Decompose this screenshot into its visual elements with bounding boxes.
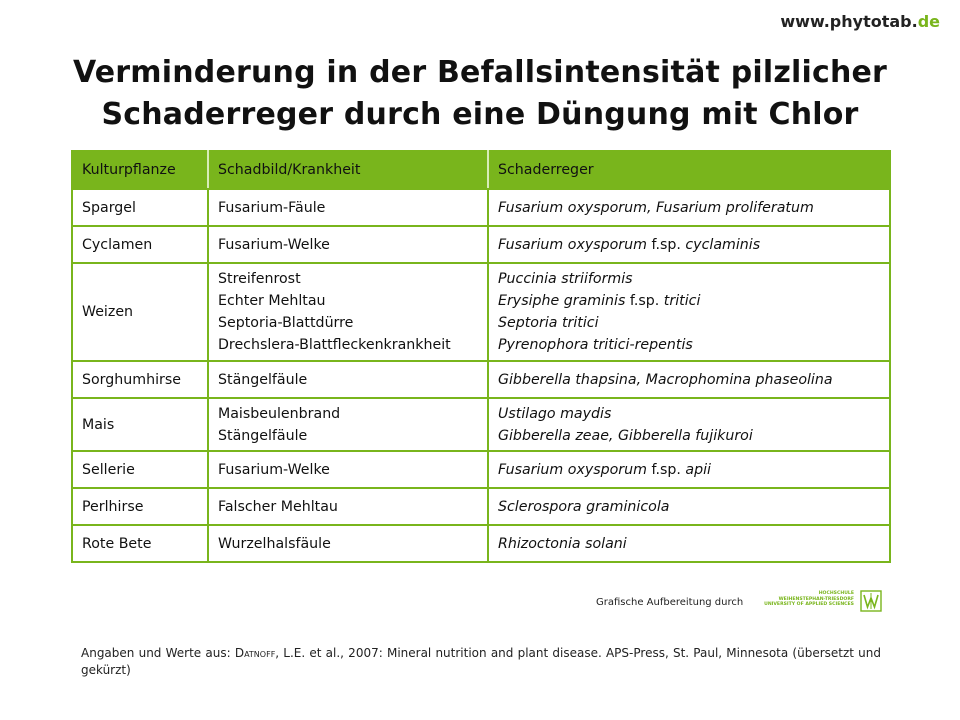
pathogen-line: [498, 268, 880, 290]
cell-schaderreger: [488, 361, 890, 398]
website-tld: de: [917, 12, 940, 31]
table-header-row: [72, 151, 890, 189]
cell-schadbild: [208, 189, 488, 226]
pathogen-line: [498, 290, 880, 312]
cell-kulturpflanze: Weizen: [72, 263, 208, 361]
table-row: [72, 525, 890, 562]
cell-kulturpflanze: Sellerie: [72, 451, 208, 488]
source-footnote: [81, 645, 881, 679]
page-title-line-2: Schaderreger durch eine Düngung mit Chlor: [101, 97, 859, 132]
website-link[interactable]: [780, 12, 940, 31]
header-kulturpflanze: Kulturpflanze: [72, 151, 208, 189]
cell-schaderreger: [488, 525, 890, 562]
university-logo: [766, 588, 884, 614]
pathogen-qualifier: f.sp.: [646, 236, 686, 253]
cell-schadbild: [208, 226, 488, 263]
disease-line: Fusarium-Welke: [218, 236, 330, 253]
logo-line-2: WEIHENSTEPHAN-TRIESDORF: [778, 596, 854, 602]
disease-line: Stängelfäule: [218, 427, 308, 444]
pathogen-species-name: Fusarium oxysporum: [498, 461, 647, 478]
table-row: [72, 189, 890, 226]
header-schadbild: Schadbild/Krankheit: [208, 151, 488, 189]
pathogen-species-name: Ustilago maydis: [498, 405, 612, 422]
footnote-prefix: Angaben und Werte aus:: [81, 646, 235, 660]
disease-line: Stängelfäule: [218, 371, 308, 388]
pathogen-line: [498, 234, 880, 256]
pathogen-species-name: Gibberella zeae, Gibberella fujikuroi: [498, 427, 753, 444]
pathogen-line: [498, 403, 880, 425]
cell-schaderreger: [488, 263, 890, 361]
cell-schadbild: [208, 361, 488, 398]
disease-line: Fusarium-Fäule: [218, 199, 326, 216]
pathogen-line: [498, 369, 880, 391]
cell-schaderreger: [488, 488, 890, 525]
pathogen-qualifier: f.sp.: [646, 461, 686, 478]
disease-line: Streifenrost: [218, 271, 301, 287]
table-row: [72, 488, 890, 525]
disease-line: Wurzelhalsfäule: [218, 535, 331, 552]
disease-line: Echter Mehltau: [218, 293, 326, 309]
cell-schaderreger: [488, 226, 890, 263]
pathogen-species-name: Sclerospora graminicola: [498, 498, 670, 515]
cell-schadbild: [208, 263, 488, 361]
disease-line: Drechslera-Blattfleckenkrankheit: [218, 337, 451, 353]
footnote-author: Datnoff: [234, 646, 276, 660]
table-body: [72, 189, 890, 562]
cell-schaderreger: [488, 451, 890, 488]
credit-text: Grafische Aufbereitung durch: [596, 597, 744, 608]
cell-schadbild: [208, 398, 488, 451]
pathogen-line: [498, 312, 880, 334]
table-row: [72, 263, 890, 361]
cell-schadbild: [208, 451, 488, 488]
website-domain: www.phytotab.: [780, 12, 918, 31]
pathogen-species-name: tritici: [663, 293, 701, 309]
pathogen-line: [498, 533, 880, 555]
cell-kulturpflanze: Sorghumhirse: [72, 361, 208, 398]
pathogen-species-name: Fusarium oxysporum: [498, 236, 647, 253]
disease-line: Septoria-Blattdürre: [218, 315, 354, 331]
pathogen-line: [498, 496, 880, 518]
pathogen-table: [71, 150, 891, 563]
pathogen-line: [498, 334, 880, 356]
pathogen-qualifier: f.sp.: [625, 293, 664, 309]
page-title: [0, 52, 960, 136]
table-row: [72, 451, 890, 488]
table-row: [72, 226, 890, 263]
logo-mark-icon: [860, 590, 882, 612]
cell-schadbild: [208, 488, 488, 525]
logo-line-3: UNIVERSITY OF APPLIED SCIENCES: [764, 602, 854, 607]
cell-kulturpflanze: Spargel: [72, 189, 208, 226]
disease-line: Falscher Mehltau: [218, 498, 338, 515]
cell-kulturpflanze: Rote Bete: [72, 525, 208, 562]
pathogen-line: [498, 459, 880, 481]
cell-schadbild: [208, 525, 488, 562]
table-row: [72, 398, 890, 451]
pathogen-species-name: Puccinia striiformis: [498, 271, 633, 287]
logo-text: [764, 591, 854, 608]
cell-schaderreger: [488, 189, 890, 226]
page-title-line-1: Verminderung in der Befallsintensität pilzlicher: [72, 55, 888, 90]
cell-kulturpflanze: Cyclamen: [72, 226, 208, 263]
pathogen-species-name: cyclaminis: [685, 236, 761, 253]
pathogen-species-name: Fusarium oxysporum, Fusarium proliferatum: [498, 199, 814, 216]
cell-kulturpflanze: Mais: [72, 398, 208, 451]
pathogen-species-name: Rhizoctonia solani: [498, 535, 627, 552]
pathogen-line: [498, 425, 880, 447]
disease-line: Maisbeulenbrand: [218, 405, 341, 422]
table-row: [72, 361, 890, 398]
pathogen-species-name: apii: [685, 461, 711, 478]
pathogen-line: [498, 197, 880, 219]
pathogen-species-name: Erysiphe graminis: [498, 293, 626, 309]
pathogen-species-name: Septoria tritici: [498, 315, 599, 331]
disease-line: Fusarium-Welke: [218, 461, 330, 478]
footnote-citation: , L.E. et al., 2007: Mineral nutrition and plant disease. APS-Press, St. Paul, Minnesota (übersetzt und gekürzt): [81, 646, 882, 677]
pathogen-species-name: Gibberella thapsina, Macrophomina phaseolina: [498, 371, 833, 388]
logo-line-1: HOCHSCHULE: [818, 591, 854, 596]
header-schaderreger: Schaderreger: [488, 151, 890, 189]
cell-kulturpflanze: Perlhirse: [72, 488, 208, 525]
cell-schaderreger: [488, 398, 890, 451]
pathogen-species-name: Pyrenophora tritici-repentis: [498, 337, 693, 353]
